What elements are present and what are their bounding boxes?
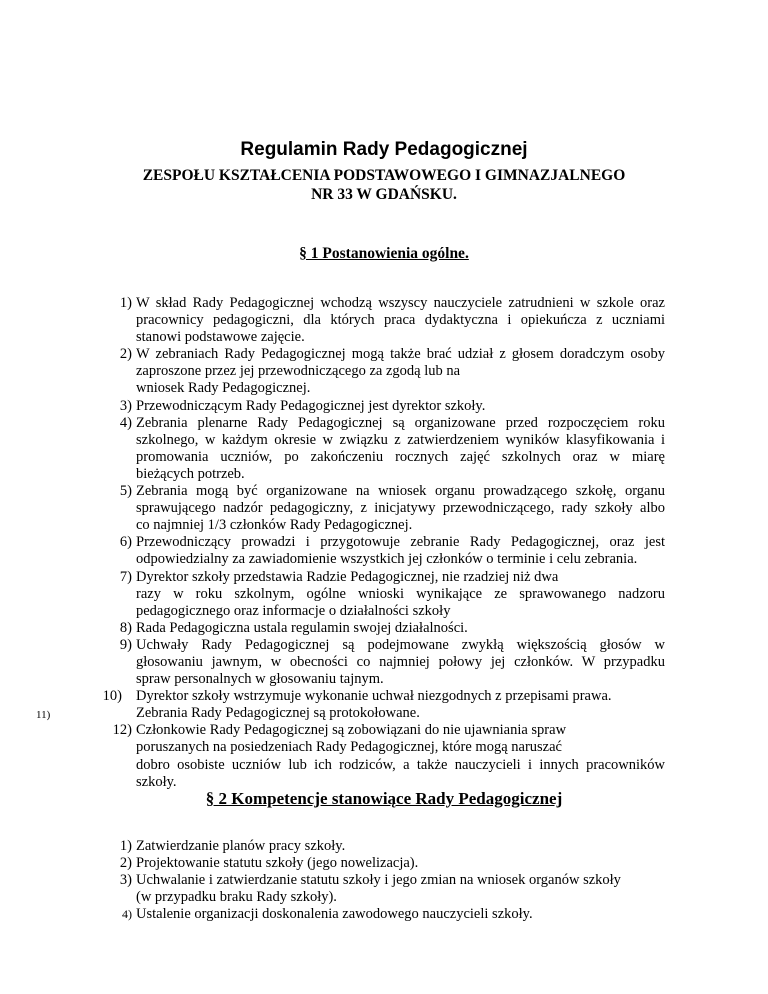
list-item-line: Dyrektor szkoły przedstawia Radzie Pedagogicznej, nie rzadziej niż dwa	[136, 568, 559, 585]
list-item-line: sprawującego nadzór pedagogiczny, z inicjatywy przewodniczącego, rady szkoły albo	[136, 500, 665, 517]
list-item-line: spraw personalnych w głosowaniu tajnym.	[136, 671, 384, 688]
list-item-line: promowania uczniów, po zakończeniu rocznych zajęć szkolnych oraz w miarę	[136, 448, 665, 465]
list-item	[0, 705, 768, 722]
list-item-line: poruszanych na posiedzeniach Rady Pedagogicznej, które mogą naruszać	[136, 739, 562, 756]
list-item	[0, 637, 768, 688]
list-item	[0, 483, 768, 534]
list-item-line: wniosek Rady Pedagogicznej.	[136, 380, 311, 397]
list-item-line: bieżących potrzeb.	[136, 465, 245, 482]
list-item-line: W zebraniach Rady Pedagogicznej mogą także brać udział z głosem doradczym osoby	[136, 346, 665, 363]
list-item-line: głosowaniu jawnym, w obecności co najmniej połowy jej członków. W przypadku	[136, 653, 665, 670]
list-item	[0, 688, 768, 705]
subtitle-line-1: ZESPOŁU KSZTAŁCENIA PODSTAWOWEGO I GIMNAZJALNEGO	[142, 167, 626, 184]
list-item-number: 1)	[119, 295, 132, 311]
list-item-line: Dyrektor szkoły wstrzymuje wykonanie uchwał niezgodnych z przepisami prawa.	[136, 688, 612, 705]
section-2-heading: § 2 Kompetencje stanowiące Rady Pedagogicznej	[205, 789, 563, 808]
list-item-number: 5)	[119, 483, 132, 500]
subtitle-line-2: NR 33 W GDAŃSKU.	[311, 186, 457, 203]
section-2-list	[0, 838, 768, 923]
list-item	[0, 872, 768, 906]
list-item	[0, 415, 768, 483]
list-item-number: 10)	[102, 688, 122, 705]
list-item-number: 2)	[119, 346, 132, 363]
list-item	[0, 398, 768, 415]
list-item	[0, 855, 768, 872]
list-item	[0, 534, 768, 568]
list-item-number: 1)	[119, 838, 132, 854]
list-item-number: 9)	[119, 636, 132, 653]
list-item-number: 2)	[119, 855, 132, 872]
list-item-number: 11)	[36, 709, 51, 722]
list-item-line: Przewodniczący prowadzi i przygotowuje zebranie Rady Pedagogicznej, oraz jest	[136, 534, 665, 551]
list-item	[0, 346, 768, 397]
list-item	[0, 295, 768, 346]
section-1-heading: § 1 Postanowienia ogólne.	[299, 245, 469, 262]
list-item-line: szkoły.	[136, 773, 177, 790]
list-item-number: 3)	[119, 397, 132, 414]
list-item	[0, 906, 768, 923]
list-item-line: Zebrania mogą być organizowane na wniosek organu prowadzącego szkołę, organu	[136, 483, 665, 500]
list-item-number: 8)	[119, 619, 132, 636]
list-item-line: odpowiedzialny za zawiadomienie wszystkich jej członków o terminie i celu zebrania.	[136, 551, 638, 568]
list-item-number: 6)	[119, 534, 132, 551]
list-item	[0, 722, 768, 790]
section-1-list	[0, 295, 768, 791]
list-item-number: 4)	[119, 414, 132, 431]
list-item	[0, 569, 768, 620]
list-item-number: 7)	[119, 568, 132, 585]
list-item-line: Ustalenie organizacji doskonalenia zawodowego nauczycieli szkoły.	[136, 906, 533, 923]
list-item-line: szkolnego, w każdym okresie w związku z zatwierdzeniem wyników klasyfikowania i	[136, 431, 665, 448]
list-item-line: razy w roku szkolnym, ogólne wnioski wynikające ze sprawowanego nadzoru	[136, 585, 665, 602]
list-item	[0, 838, 768, 855]
list-item-line: (w przypadku braku Rady szkoły).	[136, 889, 337, 906]
document-subtitle	[0, 166, 768, 204]
list-item-line: zaproszone przez jej przewodniczącego za zgodą lub na	[136, 363, 461, 380]
list-item-line: dobro osobiste uczniów lub ich rodziców, a także nauczycieli i innych pracowników	[136, 756, 665, 773]
list-item-line: Projektowanie statutu szkoły (jego nowelizacja).	[136, 855, 419, 872]
list-item-line: Zatwierdzanie planów pracy szkoły.	[136, 838, 346, 854]
list-item-line: co najmniej 1/3 członków Rady Pedagogicznej.	[136, 517, 413, 534]
list-item-number: 4)	[122, 907, 132, 922]
list-item-line: Zebrania plenarne Rady Pedagogicznej są organizowane przed rozpoczęciem roku	[136, 414, 665, 431]
list-item-line: Przewodniczącym Rady Pedagogicznej jest dyrektor szkoły.	[136, 397, 486, 414]
list-item-line: Zebrania Rady Pedagogicznej są protokołowane.	[136, 705, 420, 722]
list-item-line: W skład Rady Pedagogicznej wchodzą wszyscy nauczyciele zatrudnieni w szkole oraz	[136, 295, 665, 311]
list-item-line: Uchwały Rady Pedagogicznej są podejmowane zwykłą większością głosów w	[136, 636, 665, 653]
list-item-line: stanowi podstawowe zajęcie.	[136, 329, 305, 346]
list-item-number: 12)	[112, 722, 132, 739]
list-item-line: pedagogicznego oraz informacje o działalności szkoły	[136, 602, 451, 619]
list-item-line: Rada Pedagogiczna ustala regulamin swojej działalności.	[136, 619, 468, 636]
list-item	[0, 620, 768, 637]
list-item-number: 3)	[119, 872, 132, 889]
document-title: Regulamin Rady Pedagogicznej	[240, 139, 528, 160]
list-item-line: Członkowie Rady Pedagogicznej są zobowiązani do nie ujawniania spraw	[136, 722, 567, 739]
list-item-line: pracownicy pedagogiczni, dla których praca dydaktyczna i opiekuńcza z uczniami	[136, 312, 665, 329]
list-item-line: Uchwalanie i zatwierdzanie statutu szkoły i jego zmian na wniosek organów szkoły	[136, 872, 621, 889]
